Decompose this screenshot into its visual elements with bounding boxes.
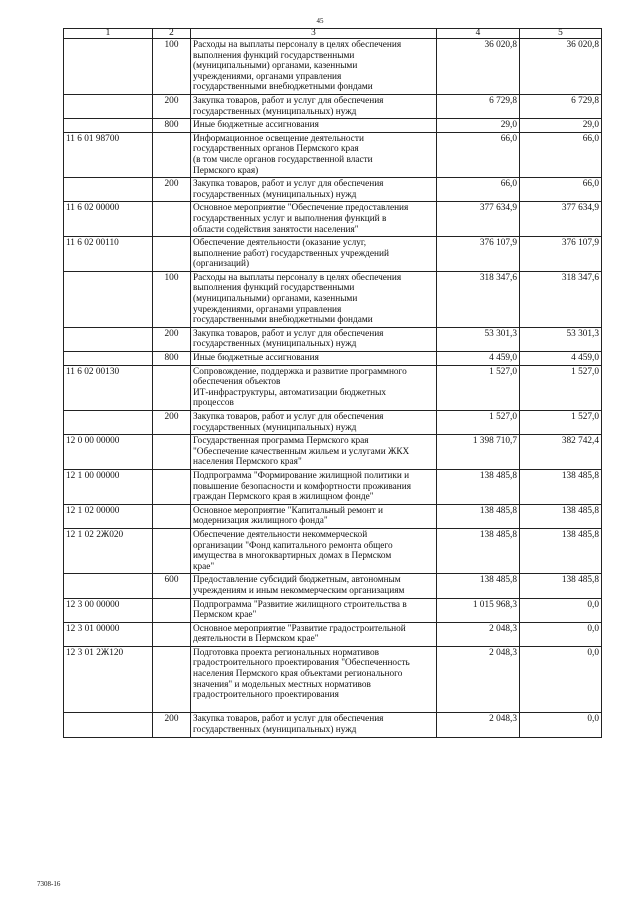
- page-number: 45: [316, 17, 324, 25]
- amount-2017: 318 347,6: [437, 271, 520, 327]
- table-row: [64, 132, 602, 177]
- row-code: 12 3 01 2Ж120: [64, 646, 153, 713]
- amount-2017: 1 398 710,7: [437, 435, 520, 470]
- table-row: [64, 435, 602, 470]
- budget-table: [63, 28, 602, 738]
- table-row: [64, 178, 602, 202]
- amount-2017: 66,0: [437, 132, 520, 177]
- amount-2018: 36 020,8: [520, 39, 602, 95]
- amount-2017: 138 485,8: [437, 528, 520, 573]
- table-row: [64, 528, 602, 573]
- row-name: Основное мероприятие "Капитальный ремонт и модернизация жилищного фонда": [191, 504, 437, 528]
- expense-type: [153, 202, 191, 237]
- amount-2018: 53 301,3: [520, 327, 602, 351]
- expense-type: 100: [153, 271, 191, 327]
- expense-type: 800: [153, 352, 191, 366]
- amount-2017: 29,0: [437, 119, 520, 133]
- amount-2017: 2 048,3: [437, 622, 520, 646]
- expense-type: [153, 237, 191, 272]
- expense-type: [153, 365, 191, 410]
- amount-2017: 138 485,8: [437, 504, 520, 528]
- expense-type: 600: [153, 574, 191, 598]
- table-row: [64, 365, 602, 410]
- amount-2018: 138 485,8: [520, 574, 602, 598]
- header-cell: 3: [191, 29, 437, 39]
- amount-2017: 4 459,0: [437, 352, 520, 366]
- row-code: 11 6 02 00110: [64, 237, 153, 272]
- amount-2018: 1 527,0: [520, 365, 602, 410]
- row-code: [64, 271, 153, 327]
- expense-type: [153, 646, 191, 713]
- row-code: [64, 178, 153, 202]
- expense-type: 100: [153, 39, 191, 95]
- expense-type: [153, 504, 191, 528]
- expense-type: [153, 622, 191, 646]
- table-row: [64, 202, 602, 237]
- amount-2017: 1 015 968,3: [437, 598, 520, 622]
- table-row: [64, 574, 602, 598]
- amount-2018: 0,0: [520, 598, 602, 622]
- amount-2018: 376 107,9: [520, 237, 602, 272]
- header-cell: 2: [153, 29, 191, 39]
- amount-2017: 53 301,3: [437, 327, 520, 351]
- table-row: [64, 119, 602, 133]
- amount-2018: 29,0: [520, 119, 602, 133]
- amount-2017: 377 634,9: [437, 202, 520, 237]
- row-code: 12 0 00 00000: [64, 435, 153, 470]
- row-name: Иные бюджетные ассигнования: [191, 352, 437, 366]
- row-name: Закупка товаров, работ и услуг для обеспечения государственных (муниципальных) нужд: [191, 327, 437, 351]
- expense-type: 200: [153, 178, 191, 202]
- row-name: Основное мероприятие "Обеспечение предоставления государственных услуг и выполнения функций в области содействия занятости населения": [191, 202, 437, 237]
- expense-type: [153, 435, 191, 470]
- amount-2018: 377 634,9: [520, 202, 602, 237]
- amount-2018: 0,0: [520, 622, 602, 646]
- row-name: Основное мероприятие "Развитие градостроительной деятельности в Пермском крае": [191, 622, 437, 646]
- amount-2017: 66,0: [437, 178, 520, 202]
- row-name: Закупка товаров, работ и услуг для обеспечения государственных (муниципальных) нужд: [191, 411, 437, 435]
- table-row: [64, 327, 602, 351]
- table-row: [64, 271, 602, 327]
- row-code: 12 1 02 2Ж020: [64, 528, 153, 573]
- expense-type: [153, 598, 191, 622]
- row-name: Расходы на выплаты персоналу в целях обеспечения выполнения функций государственными (муниципальными) органами, казенными учреждениями, органами управления государственными внебюджетными фондами: [191, 39, 437, 95]
- row-code: 11 6 02 00000: [64, 202, 153, 237]
- amount-2017: 6 729,8: [437, 94, 520, 118]
- row-code: 12 3 00 00000: [64, 598, 153, 622]
- amount-2017: 376 107,9: [437, 237, 520, 272]
- table-row: [64, 469, 602, 504]
- row-code: 12 1 02 00000: [64, 504, 153, 528]
- row-code: [64, 39, 153, 95]
- footer-code: 7308-16: [37, 880, 61, 888]
- amount-2018: 318 347,6: [520, 271, 602, 327]
- header-cell: 1: [64, 29, 153, 39]
- amount-2017: 2 048,3: [437, 646, 520, 713]
- header-cell: 5: [520, 29, 602, 39]
- amount-2017: 1 527,0: [437, 411, 520, 435]
- amount-2018: 4 459,0: [520, 352, 602, 366]
- row-name: Расходы на выплаты персоналу в целях обеспечения выполнения функций государственными (муниципальными) органами, казенными учреждениями, органами управления государственными внебюджетными фондами: [191, 271, 437, 327]
- table-row: [64, 713, 602, 737]
- amount-2018: 138 485,8: [520, 504, 602, 528]
- row-code: [64, 574, 153, 598]
- row-code: 11 6 02 00130: [64, 365, 153, 410]
- row-code: 12 3 01 00000: [64, 622, 153, 646]
- row-name: Обеспечение деятельности (оказание услуг, выполнение работ) государственных учреждений (организаций): [191, 237, 437, 272]
- amount-2017: 138 485,8: [437, 574, 520, 598]
- row-code: [64, 713, 153, 737]
- amount-2017: 36 020,8: [437, 39, 520, 95]
- row-name: Подготовка проекта региональных нормативов градостроительного проектирования "Обеспеченность населения Пермского края объектами регионального значения" и модельных местных нормативов градостроительного проектирования: [191, 646, 437, 713]
- table-row: [64, 94, 602, 118]
- table-row: [64, 622, 602, 646]
- table-row: [64, 237, 602, 272]
- amount-2018: 6 729,8: [520, 94, 602, 118]
- row-code: [64, 327, 153, 351]
- row-name: Информационное освещение деятельности государственных органов Пермского края (в том числе органов государственной власти Пермского края): [191, 132, 437, 177]
- row-name: Подпрограмма "Развитие жилищного строительства в Пермском крае": [191, 598, 437, 622]
- expense-type: 800: [153, 119, 191, 133]
- amount-2018: 1 527,0: [520, 411, 602, 435]
- row-name: Предоставление субсидий бюджетным, автономным учреждениям и иным некоммерческим организациям: [191, 574, 437, 598]
- expense-type: [153, 469, 191, 504]
- row-name: Подпрограмма "Формирование жилищной политики и повышение безопасности и комфортности проживания граждан Пермского края в жилищном фонде": [191, 469, 437, 504]
- header-cell: 4: [437, 29, 520, 39]
- table-row: [64, 646, 602, 713]
- table-row: [64, 411, 602, 435]
- amount-2018: 138 485,8: [520, 528, 602, 573]
- row-name: Иные бюджетные ассигнования: [191, 119, 437, 133]
- row-name: Государственная программа Пермского края "Обеспечение качественным жильем и услугами ЖКХ населения Пермского края": [191, 435, 437, 470]
- amount-2017: 2 048,3: [437, 713, 520, 737]
- expense-type: 200: [153, 327, 191, 351]
- amount-2017: 138 485,8: [437, 469, 520, 504]
- table-row: [64, 598, 602, 622]
- row-code: [64, 119, 153, 133]
- amount-2018: 66,0: [520, 132, 602, 177]
- row-name: Закупка товаров, работ и услуг для обеспечения государственных (муниципальных) нужд: [191, 178, 437, 202]
- row-code: 11 6 01 98700: [64, 132, 153, 177]
- row-name: Закупка товаров, работ и услуг для обеспечения государственных (муниципальных) нужд: [191, 94, 437, 118]
- row-name: Обеспечение деятельности некоммерческой организации "Фонд капитального ремонта общего имущества в многоквартирных домах в Пермском крае": [191, 528, 437, 573]
- expense-type: 200: [153, 94, 191, 118]
- amount-2018: 382 742,4: [520, 435, 602, 470]
- header-row: [64, 29, 602, 39]
- amount-2018: 0,0: [520, 713, 602, 737]
- row-name: Сопровождение, поддержка и развитие программного обеспечения объектов ИТ-инфраструктуры, автоматизации бюджетных процессов: [191, 365, 437, 410]
- table-row: [64, 504, 602, 528]
- amount-2018: 0,0: [520, 646, 602, 713]
- row-name: Закупка товаров, работ и услуг для обеспечения государственных (муниципальных) нужд: [191, 713, 437, 737]
- table-row: [64, 39, 602, 95]
- row-code: [64, 411, 153, 435]
- table-row: [64, 352, 602, 366]
- expense-type: [153, 132, 191, 177]
- expense-type: [153, 528, 191, 573]
- row-code: 12 1 00 00000: [64, 469, 153, 504]
- amount-2017: 1 527,0: [437, 365, 520, 410]
- expense-type: 200: [153, 411, 191, 435]
- amount-2018: 66,0: [520, 178, 602, 202]
- row-code: [64, 94, 153, 118]
- expense-type: 200: [153, 713, 191, 737]
- amount-2018: 138 485,8: [520, 469, 602, 504]
- row-code: [64, 352, 153, 366]
